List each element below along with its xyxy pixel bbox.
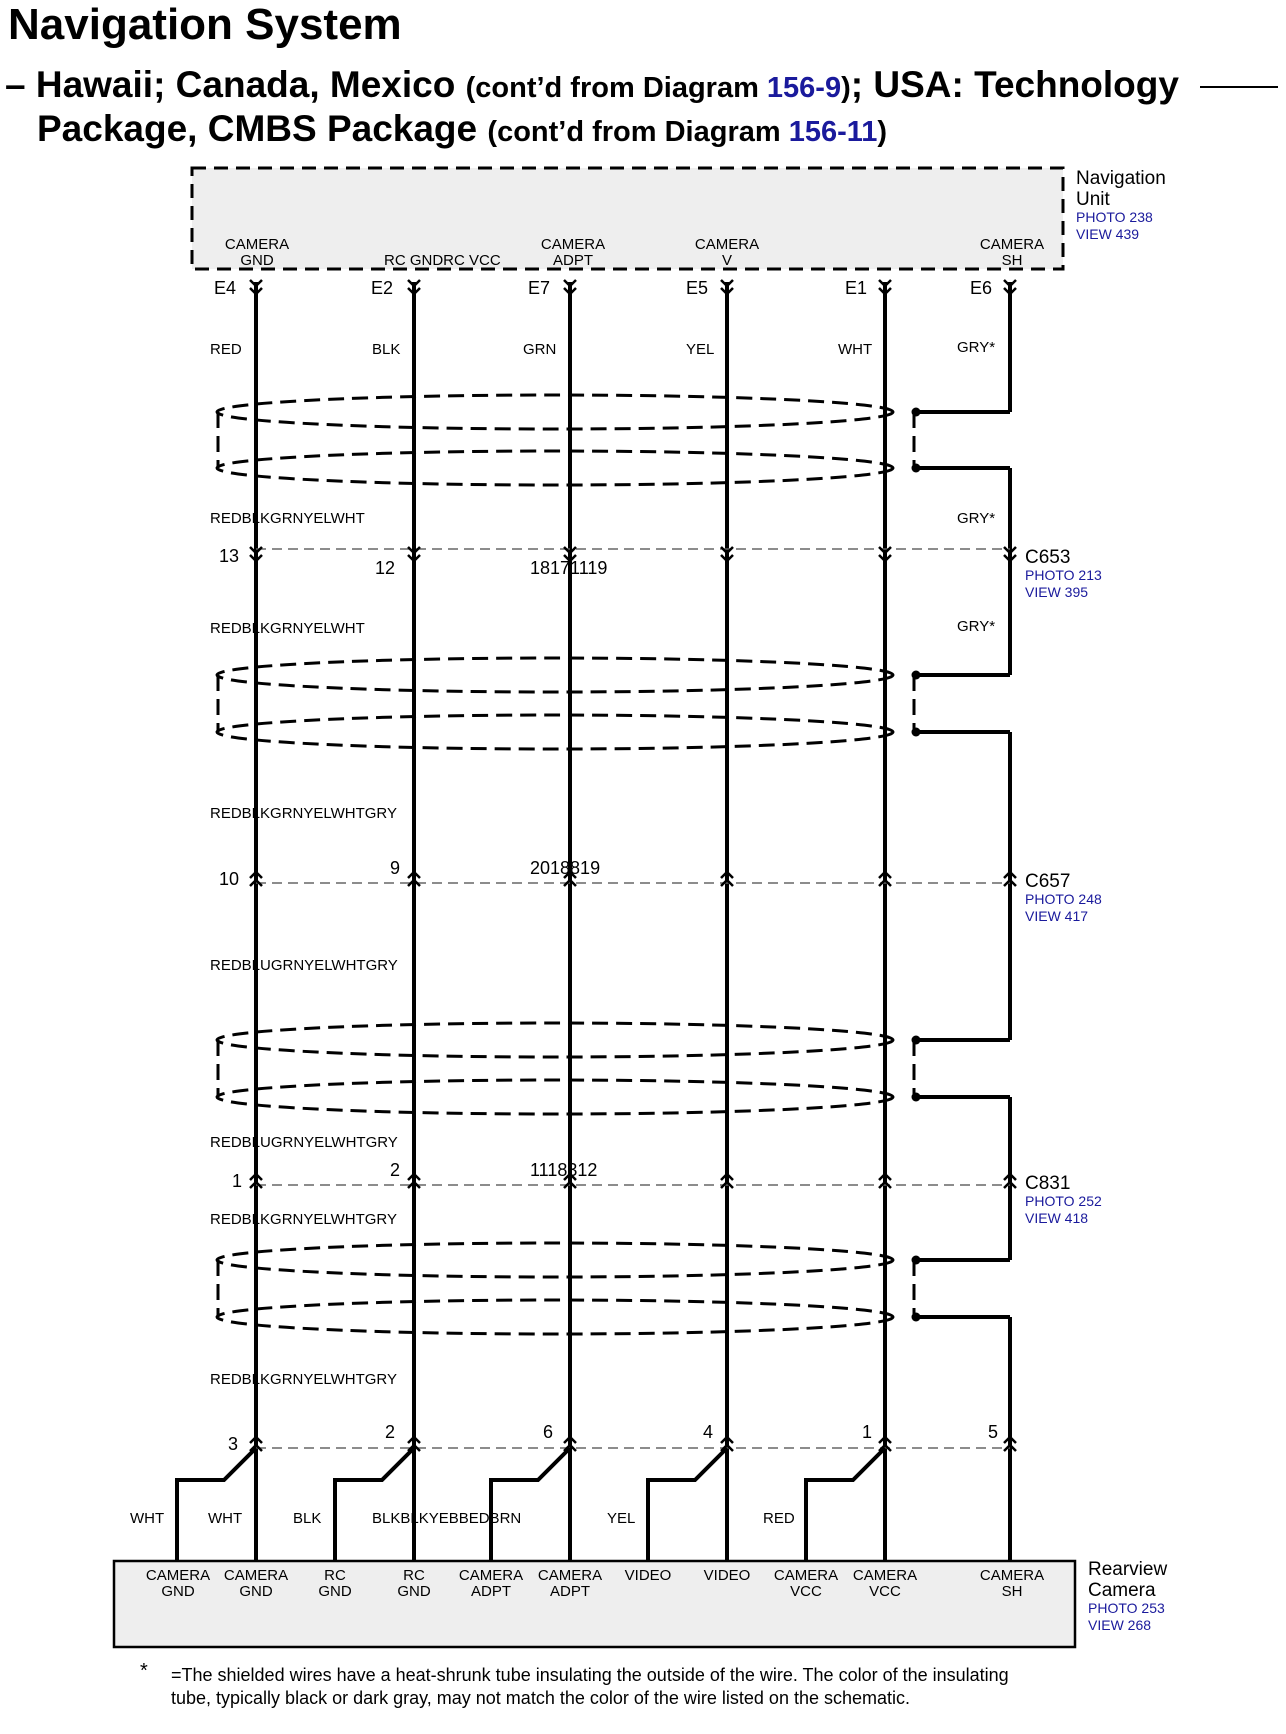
navigation-unit-box bbox=[192, 168, 1063, 269]
diagram-link-156-9[interactable]: 156-9 bbox=[766, 72, 842, 104]
bottom-wire-red: RED bbox=[763, 1510, 795, 1527]
wire-label-gry-b: GRY* bbox=[957, 618, 996, 635]
c657-name: C657 bbox=[1025, 871, 1071, 892]
rear-camera-view-link[interactable]: VIEW 268 bbox=[1088, 1617, 1152, 1633]
nav-pin-e6: E6 bbox=[970, 278, 993, 298]
wire-labels-row-c: REDBLKGRNYELWHTGRY bbox=[210, 805, 397, 822]
nav-pin-e1: E1 bbox=[845, 278, 868, 298]
cam-term-6-l2: ADPT bbox=[549, 1583, 591, 1600]
nav-pin-e7: E7 bbox=[528, 278, 551, 298]
rear-camera-name-2: Camera bbox=[1088, 1580, 1156, 1601]
footnote bbox=[135, 1660, 1051, 1710]
cam-term-9-l1: CAMERA bbox=[773, 1567, 839, 1584]
c831-name: C831 bbox=[1025, 1173, 1071, 1194]
cam-term-1-l2: GND bbox=[161, 1583, 195, 1600]
wire-labels-row-b: REDBLKGRNYELWHT bbox=[210, 620, 365, 637]
camera-branch-wires bbox=[177, 1448, 885, 1560]
cam-term-3-l2: GND bbox=[318, 1583, 352, 1600]
wire-color-blk: BLK bbox=[372, 341, 401, 358]
cam-term-1-l1: CAMERA bbox=[145, 1567, 211, 1584]
c653-pins-mid: 18171119 bbox=[530, 558, 608, 578]
subtitle-mid: ; USA: Technology bbox=[850, 64, 1179, 105]
c653-pin-12: 12 bbox=[375, 558, 396, 578]
c831-pin-2: 2 bbox=[390, 1160, 401, 1180]
bottom-wire-mixed: BLKBLKYEBBEDBRN bbox=[372, 1510, 522, 1527]
cam-term-7-l1: VIDEO bbox=[624, 1567, 672, 1584]
c657-pins-mid: 2018819 bbox=[530, 858, 601, 878]
cam-pin-2: 2 bbox=[385, 1422, 396, 1442]
wire-color-yel: YEL bbox=[686, 341, 715, 358]
cam-term-11-l1: CAMERA bbox=[979, 1567, 1045, 1584]
nav-pin-forks bbox=[250, 280, 1016, 294]
diagram-link-156-11[interactable]: 156-11 bbox=[788, 116, 878, 148]
wire-labels-row-g: REDBLKGRNYELWHTGRY bbox=[210, 1371, 397, 1388]
cam-term-4-l1: RC bbox=[403, 1567, 425, 1584]
cam-term-10-l2: VCC bbox=[869, 1583, 901, 1600]
c653-view-link[interactable]: VIEW 395 bbox=[1025, 584, 1089, 600]
shield-group-2 bbox=[217, 658, 914, 749]
nav-term-3-l2: ADPT bbox=[552, 252, 594, 269]
main-wires bbox=[256, 282, 1010, 1560]
cam-pin-1: 1 bbox=[862, 1422, 873, 1442]
footnote-text: =The shielded wires have a heat-shrunk tube insulating the outside of the wire. The color of the insulating tube, typically black or dark gray, may not match the color of the wire listed on the schematic. bbox=[171, 1665, 1009, 1708]
bottom-wire-wht-1: WHT bbox=[130, 1510, 165, 1527]
wire-labels-row-f: REDBLKGRNYELWHTGRY bbox=[210, 1211, 397, 1228]
nav-unit-name-2: Unit bbox=[1076, 189, 1110, 210]
c657-pin-10: 10 bbox=[219, 869, 240, 889]
c831-view-link[interactable]: VIEW 418 bbox=[1025, 1210, 1089, 1226]
wire-labels-row-a: REDBLKGRNYELWHT bbox=[210, 510, 365, 527]
nav-term-1-l2: GND bbox=[240, 252, 274, 269]
c657-view-link[interactable]: VIEW 417 bbox=[1025, 908, 1089, 924]
cam-pin-4: 4 bbox=[703, 1422, 714, 1442]
shield-group-3 bbox=[217, 1023, 914, 1114]
nav-pin-e4: E4 bbox=[214, 278, 237, 298]
subtitle-line2-text: Package, CMBS Package bbox=[37, 108, 488, 149]
connector-c831-forks bbox=[250, 1174, 1016, 1188]
wire-color-wht: WHT bbox=[838, 341, 873, 358]
subtitle-cont-2: (cont’d from bbox=[487, 116, 665, 148]
c657-pin-9: 9 bbox=[390, 858, 401, 878]
nav-unit-photo-link[interactable]: PHOTO 238 bbox=[1076, 209, 1153, 225]
c653-photo-link[interactable]: PHOTO 213 bbox=[1025, 567, 1102, 583]
cam-term-6-l1: CAMERA bbox=[537, 1567, 603, 1584]
cam-term-5-l1: CAMERA bbox=[458, 1567, 524, 1584]
cam-term-5-l2: ADPT bbox=[470, 1583, 512, 1600]
rear-camera-photo-link[interactable]: PHOTO 253 bbox=[1088, 1600, 1165, 1616]
nav-term-5-l1: CAMERA bbox=[979, 236, 1045, 253]
c657-photo-link[interactable]: PHOTO 248 bbox=[1025, 891, 1102, 907]
cam-pin-6: 6 bbox=[543, 1422, 554, 1442]
rear-camera-name-1: Rearview bbox=[1088, 1559, 1168, 1580]
subtitle-close-2: ) bbox=[877, 116, 888, 148]
c653-name: C653 bbox=[1025, 547, 1071, 568]
bottom-wire-blk: BLK bbox=[293, 1510, 322, 1527]
bottom-wire-wht-2: WHT bbox=[208, 1510, 243, 1527]
c831-pin-1: 1 bbox=[232, 1171, 243, 1191]
nav-term-1-l1: CAMERA bbox=[224, 236, 290, 253]
nav-term-4-l1: CAMERA bbox=[694, 236, 760, 253]
connector-c657-forks bbox=[250, 872, 1016, 886]
nav-term-3-l1: CAMERA bbox=[540, 236, 606, 253]
c653-pin-13: 13 bbox=[219, 546, 240, 566]
wire-color-red: RED bbox=[210, 341, 242, 358]
wire-color-grn: GRN bbox=[523, 341, 557, 358]
rear-camera-forks bbox=[250, 1437, 1016, 1451]
subtitle-close-1: ) bbox=[841, 72, 851, 104]
nav-term-2-l2: RC GNDRC VCC bbox=[384, 252, 501, 269]
cam-term-10-l1: CAMERA bbox=[852, 1567, 918, 1584]
subtitle-diagram-2: Diagram bbox=[664, 116, 789, 148]
wire-labels-row-d: REDBLUGRNYELWHTGRY bbox=[210, 957, 398, 974]
wire-labels-row-e: REDBLUGRNYELWHTGRY bbox=[210, 1134, 398, 1151]
c831-pins-mid: 1118312 bbox=[530, 1160, 598, 1180]
nav-term-4-l2: V bbox=[721, 252, 733, 269]
shield-group-1 bbox=[217, 395, 914, 485]
page-title: Navigation System bbox=[8, 0, 402, 49]
nav-unit-view-link[interactable]: VIEW 439 bbox=[1076, 226, 1140, 242]
cam-term-9-l2: VCC bbox=[790, 1583, 822, 1600]
cam-pin-3: 3 bbox=[228, 1434, 239, 1454]
c831-photo-link[interactable]: PHOTO 252 bbox=[1025, 1193, 1102, 1209]
nav-pin-e5: E5 bbox=[686, 278, 709, 298]
subtitle-cont-1: (cont’d from bbox=[465, 72, 643, 104]
nav-unit-name-1: Navigation bbox=[1076, 168, 1166, 189]
cam-term-8-l1: VIDEO bbox=[703, 1567, 751, 1584]
wire-color-gry: GRY* bbox=[957, 339, 996, 356]
bottom-wire-yel: YEL bbox=[607, 1510, 636, 1527]
wire-label-gry-a: GRY* bbox=[957, 510, 996, 527]
cam-term-2-l1: CAMERA bbox=[223, 1567, 289, 1584]
subtitle-prefix: – Hawaii; Canada, Mexico bbox=[5, 64, 466, 105]
cam-term-4-l2: GND bbox=[397, 1583, 431, 1600]
cam-term-2-l2: GND bbox=[239, 1583, 273, 1600]
cam-term-3-l1: RC bbox=[324, 1567, 346, 1584]
nav-pin-e2: E2 bbox=[371, 278, 394, 298]
cam-term-11-l2: SH bbox=[1001, 1583, 1023, 1600]
nav-term-5-l2: SH bbox=[1001, 252, 1023, 269]
subtitle-diagram-1: Diagram bbox=[642, 72, 767, 104]
shield-group-4 bbox=[217, 1243, 914, 1334]
cam-pin-5: 5 bbox=[988, 1422, 999, 1442]
footnote-star: * bbox=[140, 1660, 148, 1682]
